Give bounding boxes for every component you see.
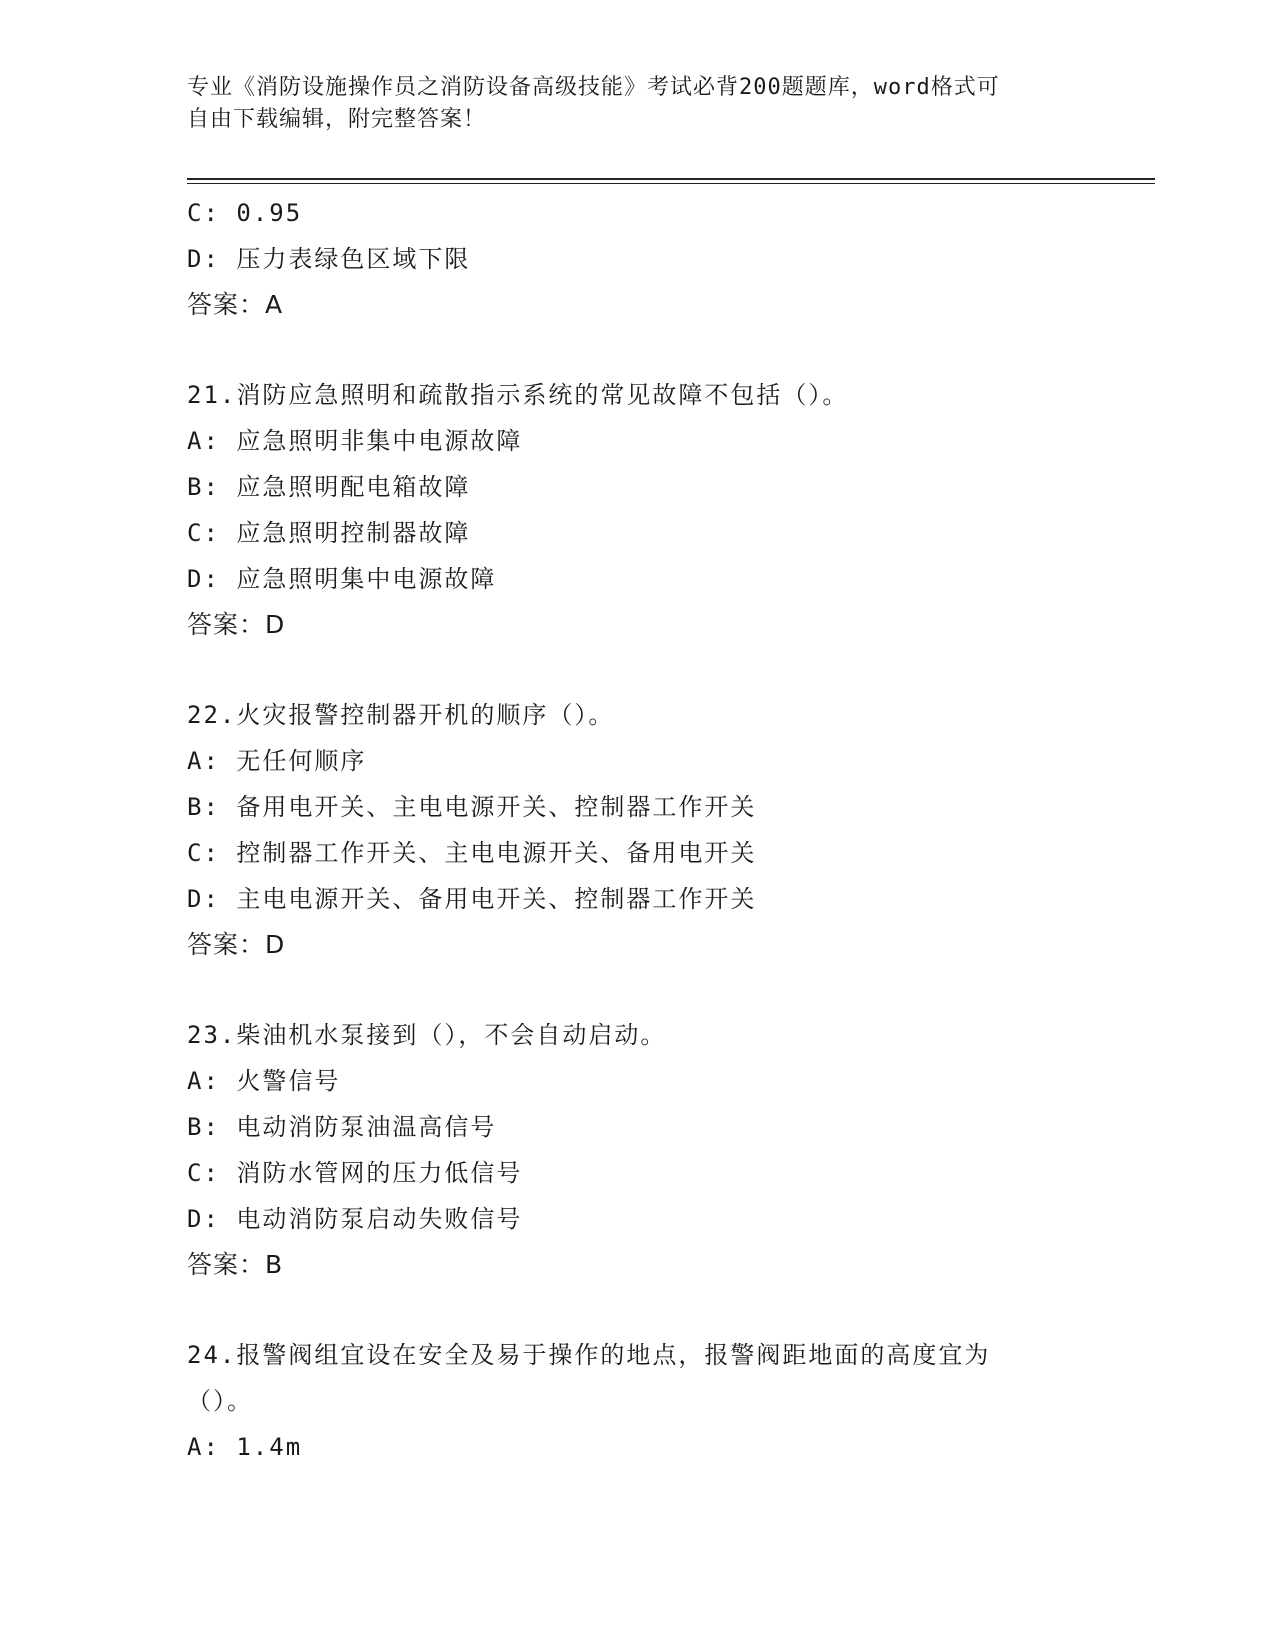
option-d: D: 主电电源开关、备用电开关、控制器工作开关	[187, 885, 757, 913]
question-stem-line-2: （）。	[187, 1387, 253, 1415]
header-line-1: 专业《消防设施操作员之消防设备高级技能》考试必背200题题库，word格式可	[187, 75, 1000, 100]
option-b: B: 备用电开关、主电电源开关、控制器工作开关	[187, 793, 757, 821]
option-a: A: 无任何顺序	[187, 747, 367, 775]
header-line-2: 自由下载编辑，附完整答案！	[187, 107, 487, 132]
option-d: D: 应急照明集中电源故障	[187, 565, 497, 593]
spacer	[187, 1288, 1087, 1332]
option-c: C: 消防水管网的压力低信号	[187, 1159, 523, 1187]
header-divider-top	[187, 178, 1155, 180]
document-header	[187, 72, 1087, 136]
question-22	[187, 692, 1087, 968]
question-24	[187, 1332, 1087, 1470]
answer: 答案：D	[187, 610, 286, 639]
spacer	[187, 328, 1087, 372]
question-stem: 22.火灾报警控制器开机的顺序（）。	[187, 701, 615, 729]
option-b: B: 应急照明配电箱故障	[187, 473, 471, 501]
question-stem-line-1: 24.报警阀组宜设在安全及易于操作的地点，报警阀距地面的高度宜为	[187, 1341, 991, 1369]
header-divider-bottom	[187, 183, 1155, 184]
option-a: A: 应急照明非集中电源故障	[187, 427, 523, 455]
question-21	[187, 372, 1087, 648]
option-d: D: 电动消防泵启动失败信号	[187, 1205, 523, 1233]
spacer	[187, 648, 1087, 692]
answer: 答案：D	[187, 930, 286, 959]
question-stem: 23.柴油机水泵接到（），不会自动启动。	[187, 1021, 667, 1049]
option-d: D: 压力表绿色区域下限	[187, 245, 471, 273]
question-20	[187, 190, 1087, 328]
option-c: C: 0.95	[187, 199, 303, 227]
question-23	[187, 1012, 1087, 1288]
question-stem: 21.消防应急照明和疏散指示系统的常见故障不包括（）。	[187, 381, 849, 409]
option-c: C: 控制器工作开关、主电电源开关、备用电开关	[187, 839, 757, 867]
option-b: B: 电动消防泵油温高信号	[187, 1113, 497, 1141]
answer: 答案：A	[187, 290, 284, 319]
question-list	[187, 190, 1087, 1470]
option-c: C: 应急照明控制器故障	[187, 519, 471, 547]
spacer	[187, 968, 1087, 1012]
answer: 答案：B	[187, 1250, 284, 1279]
option-a: A: 火警信号	[187, 1067, 341, 1095]
option-a: A: 1.4m	[187, 1433, 303, 1461]
